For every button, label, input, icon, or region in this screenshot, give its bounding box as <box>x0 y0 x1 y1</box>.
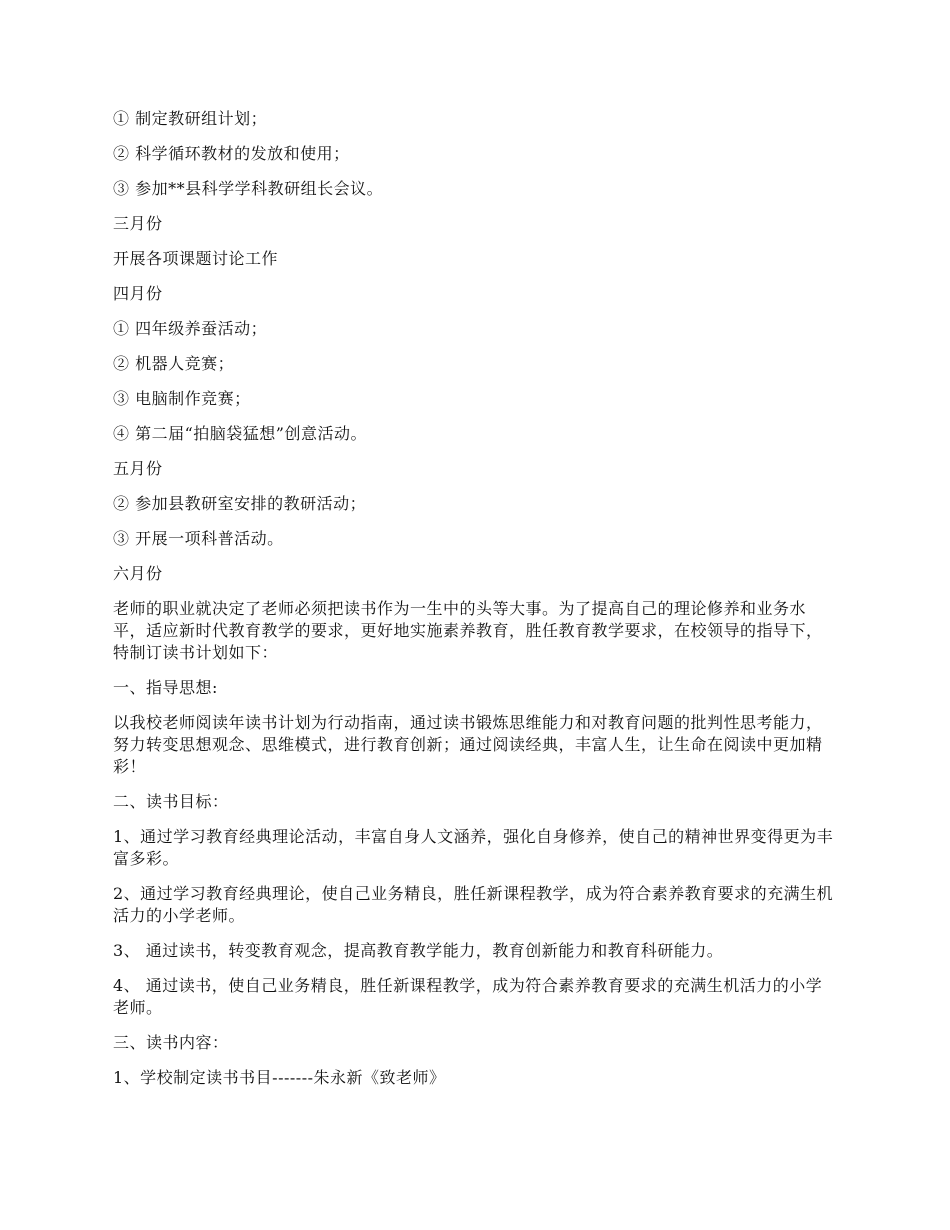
reading-goal-3: 3、 通过读书，转变教育观念，提高教育教学能力，教育创新能力和教育科研能力。 <box>113 941 724 960</box>
may-item-science: ③ 开展一项科普活动。 <box>113 529 284 548</box>
month-heading-may: 五月份 <box>113 459 163 478</box>
april-item-silkworm: ① 四年级养蚕活动； <box>113 319 268 338</box>
reading-goal-1: 1、通过学习教育经典理论活动，丰富自身人文涵养，强化自身修养，使自己的精神世界变得更为丰富多彩。 <box>113 827 834 868</box>
reading-goal-2: 2、通过学习教育经典理论，使自己业务精良，胜任新课程教学，成为符合素养教育要求的充满生机活力的小学老师。 <box>113 884 834 925</box>
list-item-meeting: ③ 参加**县科学学科教研组长会议。 <box>113 179 384 198</box>
reading-goal-4: 4、 通过读书，使自己业务精良，胜任新课程教学，成为符合素养教育要求的充满生机活力的小学老师。 <box>113 976 823 1017</box>
list-item-textbooks: ② 科学循环教材的发放和使用； <box>113 144 350 163</box>
list-item-plan: ① 制定教研组计划； <box>113 109 268 128</box>
month-heading-march: 三月份 <box>113 214 163 233</box>
reading-content-1: 1、学校制定读书书目-------朱永新《致老师》 <box>113 1068 446 1087</box>
april-item-creative: ④ 第二届“拍脑袋猛想”创意活动。 <box>113 424 367 443</box>
guiding-thought-text: 以我校老师阅读年读书计划为行动指南，通过读书锻炼思维能力和对教育问题的批判性思考能力，努力转变思想观念、思维模式，进行教育创新；通过阅读经典，丰富人生，让生命在阅读中更加精彩！ <box>113 713 823 776</box>
april-item-robot: ② 机器人竞赛； <box>113 354 235 373</box>
section-heading-reading-content: 三、读书内容： <box>113 1033 229 1052</box>
may-item-research: ② 参加县教研室安排的教研活动； <box>113 494 367 513</box>
march-item: 开展各项课题讨论工作 <box>113 249 279 268</box>
section-heading-guiding-thought: 一、指导思想: <box>113 678 218 697</box>
section-heading-reading-goals: 二、读书目标： <box>113 792 229 811</box>
reading-plan-intro: 老师的职业就决定了老师必须把读书作为一生中的头等大事。为了提高自己的理论修养和业务水平，适应新时代教育教学的要求，更好地实施素养教育，胜任教育教学要求，在校领导的指导下，特制订读书计划如下： <box>113 599 823 662</box>
month-heading-april: 四月份 <box>113 284 163 303</box>
april-item-computer: ③ 电脑制作竞赛； <box>113 389 251 408</box>
month-heading-june: 六月份 <box>113 564 163 583</box>
